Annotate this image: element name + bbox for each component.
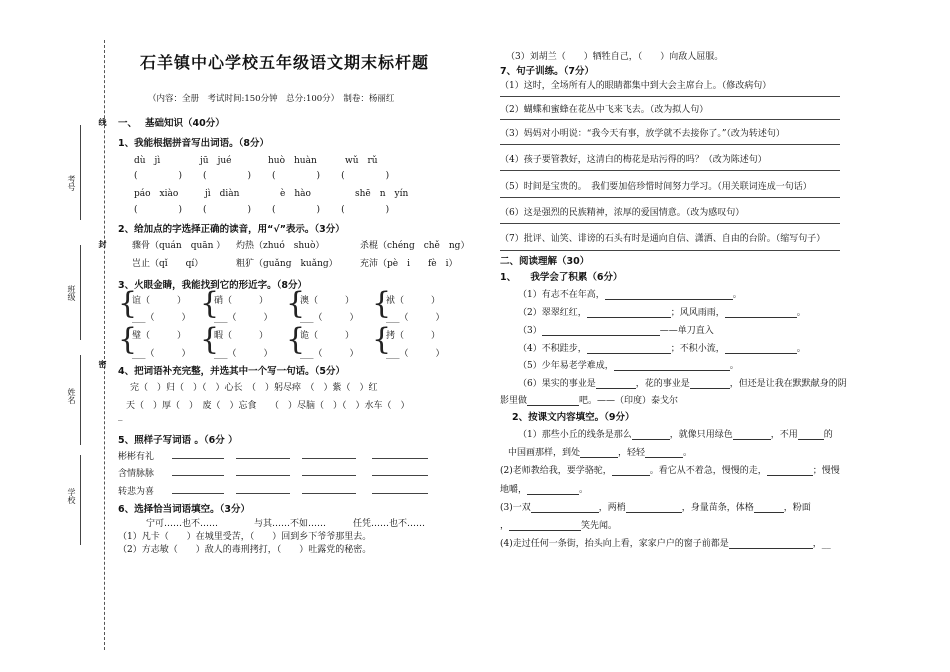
- r1-item-3: （3） ——单刀直入: [518, 326, 714, 336]
- answer-line: [500, 223, 840, 224]
- answer-line: [500, 250, 840, 251]
- answer-line: [236, 475, 290, 476]
- q3-r4-4: ___（ ）: [386, 349, 445, 359]
- answer-line: [500, 197, 840, 198]
- q2-item-3: 杀棍（chéng chě ng）: [360, 241, 470, 251]
- r2-line-2: 中国画那样，到处 ，轻轻 。: [508, 448, 693, 458]
- q1-pinyin-2: jū jué: [200, 156, 232, 166]
- q7-heading: 7、句子训练。（7分）: [500, 66, 594, 77]
- q4-row-2: 天（ ）厚（ ） 废（ ）忘食 （ ）尽脑（ ）（ ）水车（ ）: [126, 401, 410, 411]
- part2-heading: 二、阅读理解（30）: [500, 256, 590, 267]
- q1-pinyin-8: shē n yín: [355, 189, 409, 199]
- q6-heading: 6、选择恰当词语填空。（3分）: [118, 504, 250, 515]
- answer-line: [500, 144, 840, 145]
- answer-line: [236, 493, 290, 494]
- q1-pinyin-5: páo xiào: [134, 189, 179, 199]
- q3-r2-2: ___（ ）: [214, 313, 273, 323]
- q1-blanks-2: ( ) ( ) ( ) ( ): [134, 205, 391, 215]
- part1-heading: 一、 基础知识（40分）: [118, 118, 225, 129]
- q1-heading: 1、我能根据拼音写出词语。（8分）: [118, 138, 269, 149]
- binding-label-banji: 班级: [67, 285, 76, 301]
- brace-icon: {: [286, 322, 306, 357]
- q1-blanks-1: ( ) ( ) ( ) ( ): [134, 171, 391, 181]
- q5-heading: 5、照样子写词语 。（6分 ）: [118, 435, 238, 446]
- r2-heading: 2、按课文内容填空。（9分）: [512, 412, 635, 423]
- q2-item-2: 灼热（zhuó shuò）: [236, 241, 325, 251]
- q7-item-2: （2）蝴蝶和蜜蜂在花丛中飞来飞去。（改为拟人句）: [500, 105, 709, 115]
- q3-r4-3: ___（ ）: [300, 349, 359, 359]
- binding-mark-xian: 线: [98, 118, 108, 126]
- r1-item-5: （5）少年易老学难成， 。: [518, 361, 739, 371]
- r1-heading: 1、 我学会了积累（6分）: [500, 272, 623, 283]
- q7-item-6: （6）这是强烈的民族精神，浓厚的爱国情意。（改为感叹句）: [500, 208, 745, 218]
- q4-row-1: 完（ ）归（ ）（ ）心长 （ ）躬尽瘁 （ ）紫（ ）红: [130, 383, 378, 393]
- brace-icon: {: [118, 322, 138, 357]
- q4-heading: 4、把词语补充完整，并选其中一个写一句话。（5分）: [118, 366, 345, 377]
- r1-item-6-cont: 影里做 吧。——（印度）泰戈尔: [500, 396, 679, 406]
- answer-line: [372, 458, 428, 459]
- binding-label-xuexiao: 学校: [67, 488, 76, 504]
- q1-pinyin-4: wǔ rǔ: [345, 156, 378, 166]
- answer-line: [372, 493, 428, 494]
- q5-example-1: 彬彬有礼: [118, 452, 155, 462]
- answer-line: [302, 475, 356, 476]
- r2-line-3: (2)老师教给我，要学骆驼， 。看它从不着急，慢慢的走， ；慢慢: [500, 466, 840, 476]
- binding-dashed-line: [104, 40, 105, 650]
- brace-icon: {: [200, 286, 220, 321]
- q2-item-5: 粗犷（guǎng kuǎng）: [236, 259, 338, 269]
- answer-line: [172, 493, 224, 494]
- q7-item-4: （4）孩子要管教好，这清白的梅花是玷污得的吗？（改为陈述句）: [500, 155, 767, 165]
- kaohao-line: [80, 125, 81, 220]
- binding-mark-feng: 封: [98, 240, 108, 248]
- binding-label-xingming: 姓名: [67, 388, 76, 404]
- q3-r1-4: 袱（ ）: [386, 296, 441, 306]
- q3-r1-3: 澳（ ）: [300, 296, 355, 306]
- q3-r3-4: 拷（ ）: [386, 331, 441, 341]
- xuexiao-line: [80, 455, 81, 545]
- answer-line: [302, 493, 356, 494]
- q7-item-3: （3）妈妈对小明说：“我今天有事，放学就不去接你了。”（改为转述句）: [500, 129, 785, 139]
- q3-r4-2: ___（ ）: [214, 349, 273, 359]
- q1-pinyin-1: dù jì: [134, 156, 161, 166]
- q1-pinyin-7: è hào: [280, 189, 311, 199]
- q7-item-1: （1）这时，全场所有人的眼睛都集中到大会主席台上。（修改病句）: [500, 81, 772, 91]
- brace-icon: {: [286, 286, 306, 321]
- q2-item-1: 骤骨（quán quān ）: [132, 241, 226, 251]
- q7-item-5: （5）时间是宝贵的。 我们要加倍珍惜时间努力学习。（用关联词连成一句话）: [500, 182, 812, 192]
- xingming-line: [80, 355, 81, 445]
- exam-meta: （内容：全册 考试时间:150分钟 总分:100分） 制卷：杨丽红: [148, 94, 395, 104]
- q1-pinyin-3: huò huàn: [268, 156, 317, 166]
- q5-example-2: 含情脉脉: [118, 469, 155, 479]
- r1-item-4: （4）不积跬步， ；不积小流， 。: [518, 344, 806, 354]
- q2-heading: 2、给加点的字选择正确的读音，用“√”表示。（3分）: [118, 224, 345, 235]
- q1-pinyin-6: jì diàn: [205, 189, 240, 199]
- brace-icon: {: [118, 286, 138, 321]
- q3-r1-1: 谊（ ）: [132, 296, 187, 306]
- q3-r3-3: 诡（ ）: [300, 331, 355, 341]
- r1-item-1: （1）有志不在年高， 。: [518, 290, 742, 300]
- r2-line-5: (3)一双 ，两梢 ，身量苗条，体格 ，粉面: [500, 503, 811, 513]
- r2-line-6: ， 笑先闻。: [500, 521, 618, 531]
- answer-line: [500, 96, 840, 97]
- answer-line: [500, 170, 840, 171]
- r1-item-6: （6）果实的事业是 ，花的事业是 ，但还是让我在默默献身的阴: [518, 379, 847, 389]
- answer-line: [372, 475, 428, 476]
- answer-line: [236, 458, 290, 459]
- q3-r2-4: ___（ ）: [386, 313, 445, 323]
- answer-line: [302, 458, 356, 459]
- binding-label-kaohao: 考号: [67, 175, 76, 191]
- brace-icon: {: [372, 286, 392, 321]
- banji-line: [80, 245, 81, 340]
- q5-example-3: 转悲为喜: [118, 487, 155, 497]
- answer-line: [172, 458, 224, 459]
- q3-r3-1: 璧（ ）: [132, 331, 187, 341]
- q3-heading: 3、火眼金睛，我能找到它的形近字。（8分）: [118, 280, 307, 291]
- q7-item-7: （7）批评、讪笑、诽谤的石头有时是通向自信、潇洒、自由的台阶。（缩写句子）: [500, 234, 826, 244]
- q6-sentence-1: （1）凡卡（ ）在城里受苦，（ ）回到乡下爷爷那里去。: [118, 532, 372, 542]
- q6-sentence-3: （3）刘胡兰（ ）牺牲自己，（ ）向敌人屈服。: [506, 52, 724, 62]
- q6-sentence-2: （2）方志敏（ ）敌人的毒刑拷打，（ ）吐露党的秘密。: [118, 545, 372, 555]
- brace-icon: {: [372, 322, 392, 357]
- q3-r2-3: ___（ ）: [300, 313, 359, 323]
- q3-r2-1: ___（ ）: [132, 313, 191, 323]
- q3-r1-2: 硝（ ）: [214, 296, 269, 306]
- q2-item-6: 充沛（pè i fè i）: [360, 259, 458, 269]
- r1-item-2: （2）翠翠红红， ；风风雨雨， 。: [518, 308, 806, 318]
- answer-line: [172, 475, 224, 476]
- q6-options: 宁可……也不…… 与其……不如…… 任凭……也不……: [146, 519, 426, 529]
- binding-mark-mi: 密: [98, 360, 108, 368]
- r2-line-1: （1）那些小丘的线条是那么 ，就像只用绿色 ，不用 的: [518, 430, 833, 440]
- q3-r4-1: ___（ ）: [132, 349, 191, 359]
- r2-line-7: (4)走过任何一条街，抬头向上看，家家户户的窗子前都是 ，__: [500, 539, 831, 549]
- q4-tail: _: [118, 411, 123, 421]
- answer-line: [500, 119, 840, 120]
- brace-icon: {: [200, 322, 220, 357]
- r2-line-4: 地嚼， 。: [500, 485, 589, 495]
- page-title: 石羊镇中心学校五年级语文期末标杆题: [140, 53, 430, 72]
- q3-r3-2: 暇（ ）: [214, 331, 269, 341]
- q2-item-4: 岂止（qǐ qí）: [132, 259, 204, 269]
